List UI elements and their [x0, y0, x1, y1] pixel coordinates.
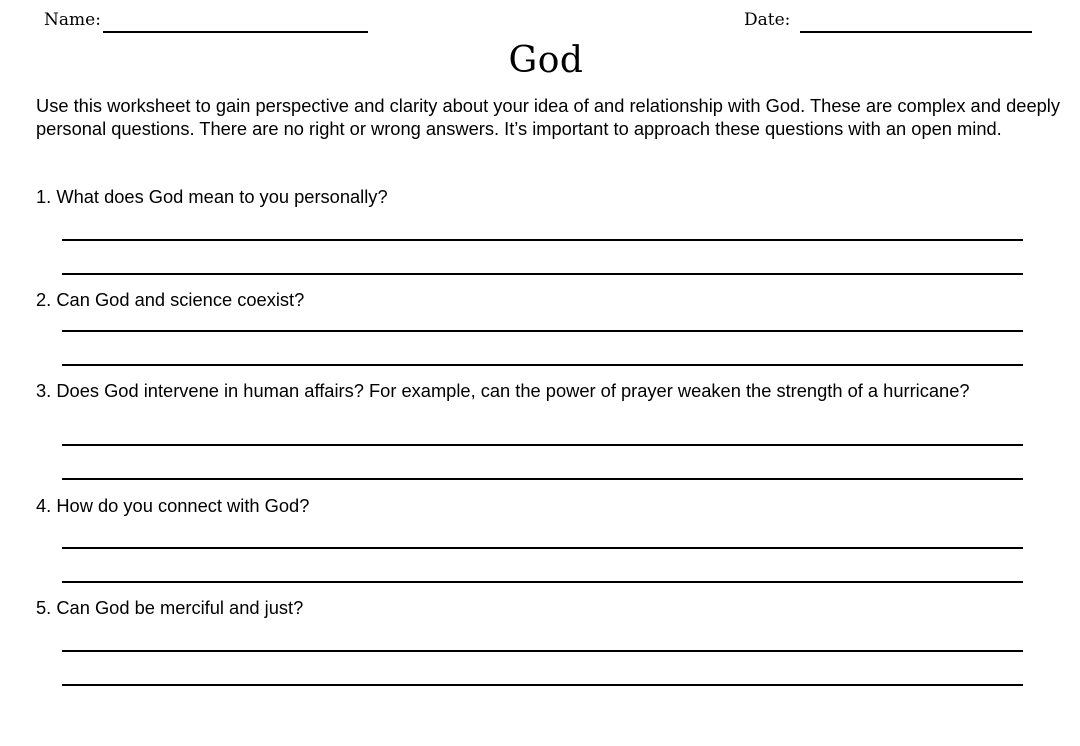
- answer-line-3b[interactable]: [62, 478, 1023, 480]
- question-1: 1. What does God mean to you personally?: [36, 186, 388, 207]
- page-title: God: [508, 40, 584, 81]
- question-5: 5. Can God be merciful and just?: [36, 597, 304, 618]
- date-field[interactable]: [744, 10, 790, 30]
- answer-line-2b[interactable]: [62, 364, 1023, 366]
- answer-line-4a[interactable]: [62, 547, 1023, 549]
- answer-line-5b[interactable]: [62, 684, 1023, 686]
- name-field[interactable]: [44, 10, 101, 30]
- answer-line-5a[interactable]: [62, 650, 1023, 652]
- date-label: Date:: [744, 10, 791, 30]
- name-label: Name:: [44, 10, 101, 30]
- question-4: 4. How do you connect with God?: [36, 495, 310, 516]
- answer-line-4b[interactable]: [62, 581, 1023, 583]
- answer-line-1b[interactable]: [62, 273, 1023, 275]
- name-input-line[interactable]: [103, 31, 368, 33]
- answer-line-3a[interactable]: [62, 444, 1023, 446]
- question-2: 2. Can God and science coexist?: [36, 289, 305, 310]
- answer-line-1a[interactable]: [62, 239, 1023, 241]
- question-3: 3. Does God intervene in human affairs? For example, can the power of prayer weaken the strength of a hurricane?: [36, 380, 970, 401]
- intro-paragraph: Use this worksheet to gain perspective and clarity about your idea of and relationship with God. These are complex and deeply personal questions. There are no right or wrong answers. It’s important to approach these questions with an open mind.: [36, 95, 1060, 139]
- answer-line-2a[interactable]: [62, 330, 1023, 332]
- date-input-line[interactable]: [800, 31, 1032, 33]
